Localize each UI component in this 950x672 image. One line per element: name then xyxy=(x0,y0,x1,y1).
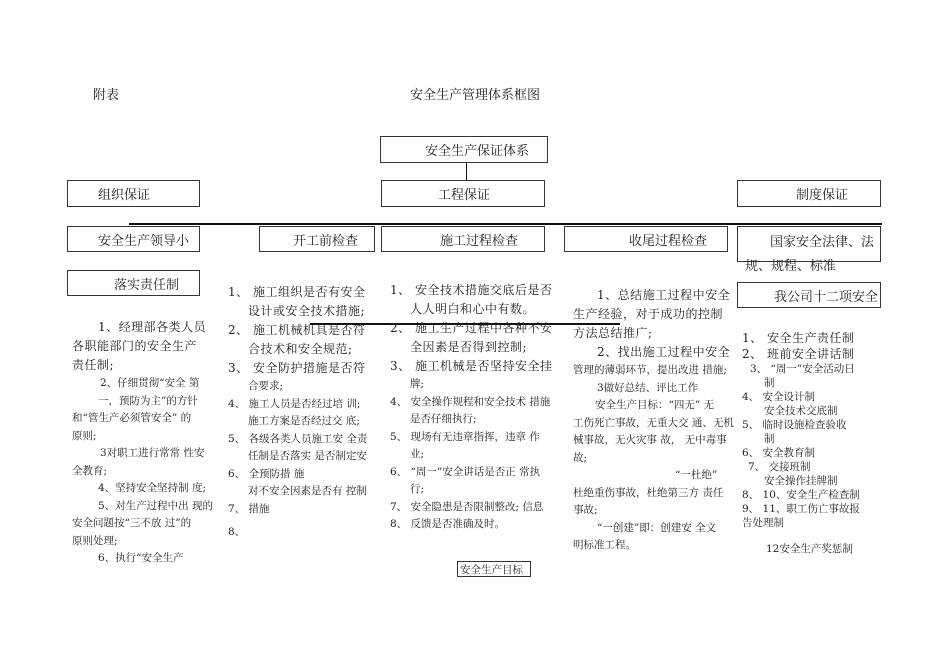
list-item: 1、 安全生产责任制 xyxy=(742,331,855,345)
list-item: 业; xyxy=(410,448,425,460)
twelve-items-label: 我公司十二项安全 xyxy=(774,289,879,305)
list-item: 杜绝重伤事故，杜绝第三方 责任 xyxy=(573,486,724,499)
sys-guarantee-label: 制度保证 xyxy=(796,188,849,203)
responsibility-label: 落实责任制 xyxy=(114,277,180,293)
list-item: 5、对生产过程中出 现的 xyxy=(98,499,214,512)
list-item: 牌; xyxy=(410,378,425,390)
footer-target-box xyxy=(457,561,531,577)
list-item: 6、执行“安全生产 xyxy=(98,552,184,564)
connector-root xyxy=(466,163,467,181)
list-item: 合技术和安全规范; xyxy=(248,342,353,356)
closing-check-box xyxy=(564,226,728,252)
org-guarantee-label: 组织保证 xyxy=(98,188,151,203)
list-item: 故; xyxy=(573,451,588,464)
list-item: 5、 各级各类人员施工安 全责 xyxy=(228,432,368,445)
list-item: 9、 11、职工伤亡事故报 xyxy=(742,503,860,515)
eng-guarantee-box xyxy=(381,180,545,207)
pre-check-box xyxy=(259,226,375,252)
list-item: 6、 “周一”安全讲话是否正 常执 xyxy=(390,465,541,478)
root-box xyxy=(380,136,548,163)
list-item: 6、 全预防措 施 xyxy=(228,467,305,480)
closing-check-list xyxy=(573,286,734,555)
list-item: 7、 安全隐患是否限制整改; 信息 xyxy=(390,500,544,513)
list-item: 3做好总结、评比工作 xyxy=(597,381,699,394)
list-item: 人人明白和心中有数。 xyxy=(410,302,536,316)
appendix-label: 附表 xyxy=(93,88,120,103)
sys-guarantee-box xyxy=(737,180,881,207)
list-item: 3、 安全防护措施是否符 xyxy=(228,361,366,375)
list-item: 12安全生产奖惩制 xyxy=(766,543,853,555)
list-item: 3对职工进行常常 性安 xyxy=(100,447,205,459)
list-item: 安全生产目标：“四无” 无 xyxy=(595,399,715,411)
list-item: 安全问题按“三不放 过”的 xyxy=(72,517,192,529)
list-item: 1、经理部各类人员 xyxy=(98,320,207,334)
laws-label-2: 规、规程、标准 xyxy=(745,259,837,274)
list-item: 8、 反馈是否准确及时。 xyxy=(390,518,506,530)
list-item: 工伤死亡事故，无重大交 通、无机 xyxy=(573,416,734,429)
list-item: “一杜绝” xyxy=(675,469,718,481)
responsibility-box xyxy=(67,270,200,296)
laws-label: 国家安全法律、法 xyxy=(770,235,875,250)
list-item: 对不安全因素是否有 控制 xyxy=(248,485,367,497)
root-label: 安全生产保证体系 xyxy=(425,144,530,159)
list-item: 7、 措施 xyxy=(228,502,270,515)
org-guarantee-box xyxy=(67,180,200,207)
process-check-box xyxy=(381,226,545,252)
list-item: 2、 施工生产过程中各种不安 xyxy=(390,321,553,335)
list-item: 安全操作挂牌制 xyxy=(764,475,838,487)
connector-bar xyxy=(129,223,882,225)
list-item: 明标准工程。 xyxy=(573,539,636,551)
list-item: 方法总结推广; xyxy=(573,326,653,340)
list-item: 制 xyxy=(764,433,775,445)
list-item: 1、 施工组织是否有安全 xyxy=(228,285,366,299)
list-item: 6、 安全教育制 xyxy=(742,447,816,459)
list-item: 4、 施工人员是否经过培 训; xyxy=(228,397,361,410)
list-item: 安全技术交底制 xyxy=(764,405,838,417)
list-item: 械事故，无火灾事 故， 无中毒事 xyxy=(573,434,727,446)
list-item: 4、 安全操作规程和安全技术 措施 xyxy=(390,395,551,408)
list-item: 全教育; xyxy=(72,464,108,477)
list-item: 1、 安全技术措施交底后是否 xyxy=(390,283,553,297)
process-check-label: 施工过程检查 xyxy=(440,233,519,249)
closing-check-label: 收尾过程检查 xyxy=(629,233,708,249)
pre-check-list xyxy=(228,283,367,542)
list-item: 4、 安全设计制 xyxy=(742,391,816,403)
twelve-items-box xyxy=(737,282,881,308)
list-item: 施工方案是否经过交 底; xyxy=(248,415,360,427)
leaders-box xyxy=(67,226,200,252)
list-item: “一创建”即：创建安 全文 xyxy=(597,521,717,534)
leaders-label: 安全生产领导小 xyxy=(98,233,190,249)
list-item: 各职能部门的安全生产 xyxy=(72,339,198,353)
list-item: 4、坚持安全坚持制 度; xyxy=(98,482,207,494)
list-item: 和“管生产必须管安全” 的 xyxy=(72,412,192,424)
list-item: 制 xyxy=(764,377,775,389)
process-check-list xyxy=(390,281,552,534)
list-item: 设计或安全技术措施; xyxy=(248,304,366,318)
list-item: 告处理制 xyxy=(742,517,784,529)
list-item: 任制是否落实 是否制定安 xyxy=(248,450,367,462)
list-item: 2、找出施工过程中安全 xyxy=(597,345,731,359)
list-item: 2、 班前安全讲话制 xyxy=(742,347,855,361)
org-detail-list xyxy=(72,318,213,568)
list-item: 2、 施工机械机具是否符 xyxy=(228,323,366,337)
list-item: 3、 “周一”安全活动日 xyxy=(750,363,855,375)
list-item: 是否仔细执行; xyxy=(410,413,477,425)
list-item: 5、 临时设施检查验收 xyxy=(742,419,847,431)
twelve-items-list xyxy=(742,330,860,556)
list-item: 管理的薄弱环节，提出改进 措施; xyxy=(573,364,727,376)
list-item: 1、总结施工过程中安全 xyxy=(597,288,731,302)
list-item: 8、 10、安全生产检查制 xyxy=(742,489,860,501)
list-item: 生产经验，对于成功的控制 xyxy=(573,307,724,321)
list-item: 原则; xyxy=(72,429,97,442)
list-item: 全因素是否得到控制; xyxy=(410,340,528,354)
list-item: 合要求; xyxy=(248,380,284,392)
page-title: 安全生产管理体系框图 xyxy=(410,88,541,103)
list-item: 7、 交接班制 xyxy=(748,461,811,473)
list-item: 一，预防为主”的方针 xyxy=(98,394,198,407)
list-item: 5、 现场有无违章指挥，违章 作 xyxy=(390,430,540,443)
list-item: 事故; xyxy=(573,504,598,516)
list-item: 3、 施工机械是否坚持安全挂 xyxy=(390,359,553,373)
list-item: 行; xyxy=(410,483,425,495)
list-item: 8、 xyxy=(228,526,246,538)
list-item: 责任制; xyxy=(72,358,115,372)
list-item: 2、仔细贯彻“安全 第 xyxy=(100,377,200,389)
list-item: 原则处理; xyxy=(72,534,118,547)
eng-guarantee-label: 工程保证 xyxy=(438,188,491,203)
pre-check-label: 开工前检查 xyxy=(293,233,359,249)
footer-target-label: 安全生产目标 xyxy=(460,563,523,576)
